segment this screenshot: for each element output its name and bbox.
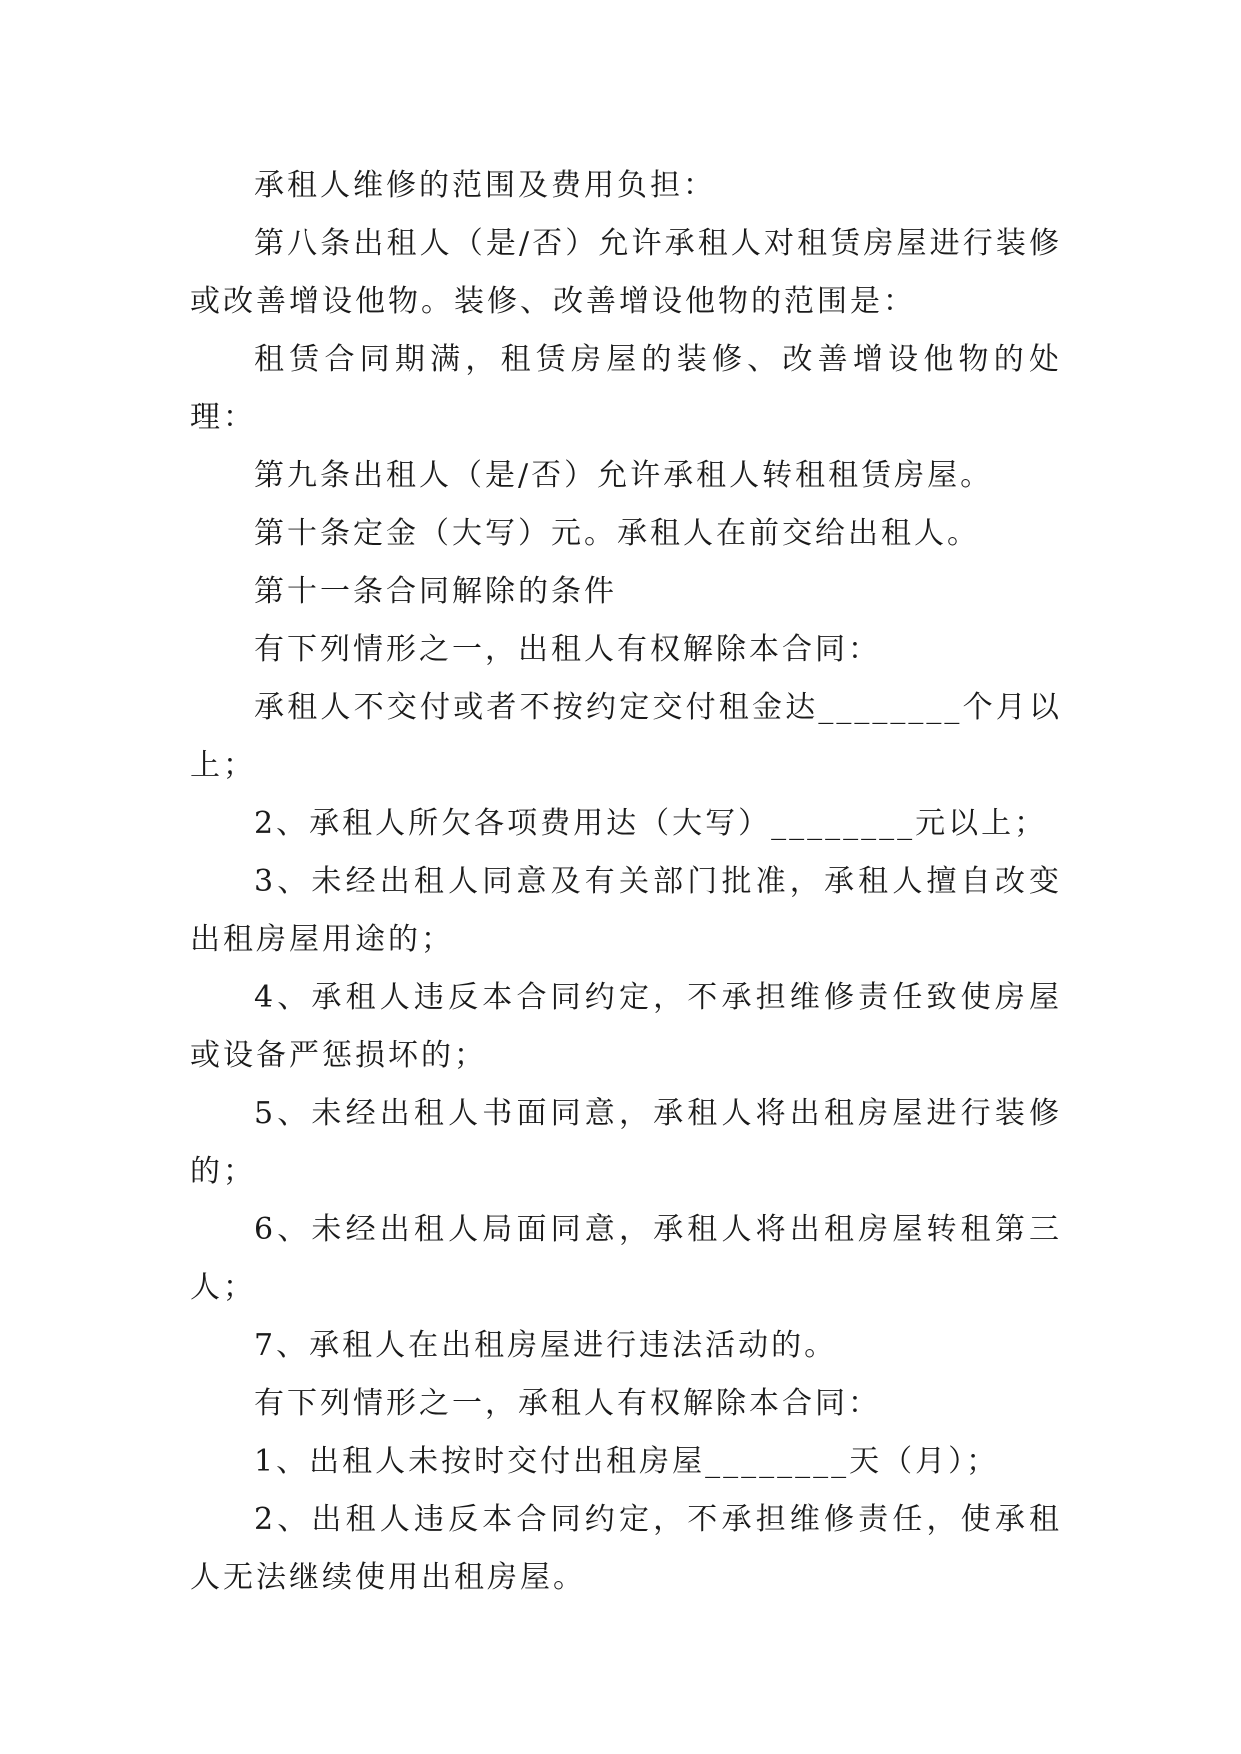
document-body xyxy=(190,157,1062,1607)
paragraph-article-10: 第十条定金（大写）元。承租人在前交给出租人。 xyxy=(254,516,980,551)
paragraph-article-9: 第九条出租人（是/否）允许承租人转租租赁房屋。 xyxy=(254,458,994,493)
paragraph-article-8: 第八条出租人（是/否）允许承租人对租赁房屋进行装修或改善增设他物。装修、改善增设他物的范围是： xyxy=(190,226,1062,319)
paragraph-lessor-item-7: 7、承租人在出租房屋进行违法活动的。 xyxy=(254,1328,838,1363)
paragraph-lessor-termination: 有下列情形之一，出租人有权解除本合同： xyxy=(254,632,881,667)
paragraph-lessee-termination: 有下列情形之一，承租人有权解除本合同： xyxy=(254,1386,881,1421)
paragraph-lessor-item-4: 4、承租人违反本合同约定，不承担维修责任致使房屋或设备严惩损坏的； xyxy=(190,980,1062,1073)
paragraph-decoration-handling: 租赁合同期满，租赁房屋的装修、改善增设他物的处理： xyxy=(190,342,1062,435)
paragraph-lessee-item-1: 1、出租人未按时交付出租房屋________天（月）； xyxy=(254,1444,1000,1479)
paragraph-lessor-item-2: 2、承租人所欠各项费用达（大写）________元以上； xyxy=(254,806,1048,841)
paragraph-article-11: 第十一条合同解除的条件 xyxy=(254,574,617,609)
paragraph-lessee-item-2: 2、出租人违反本合同约定，不承担维修责任，使承租人无法继续使用出租房屋。 xyxy=(190,1502,1062,1595)
paragraph-lessor-item-1: 承租人不交付或者不按约定交付租金达________个月以上； xyxy=(190,690,1062,783)
paragraph-lessor-item-3: 3、未经出租人同意及有关部门批准，承租人擅自改变出租房屋用途的； xyxy=(190,864,1062,957)
paragraph-lessor-item-6: 6、未经出租人局面同意，承租人将出租房屋转租第三人； xyxy=(190,1212,1062,1305)
paragraph-lessor-item-5: 5、未经出租人书面同意，承租人将出租房屋进行装修的； xyxy=(190,1096,1062,1189)
paragraph-repair-scope: 承租人维修的范围及费用负担： xyxy=(254,168,716,203)
